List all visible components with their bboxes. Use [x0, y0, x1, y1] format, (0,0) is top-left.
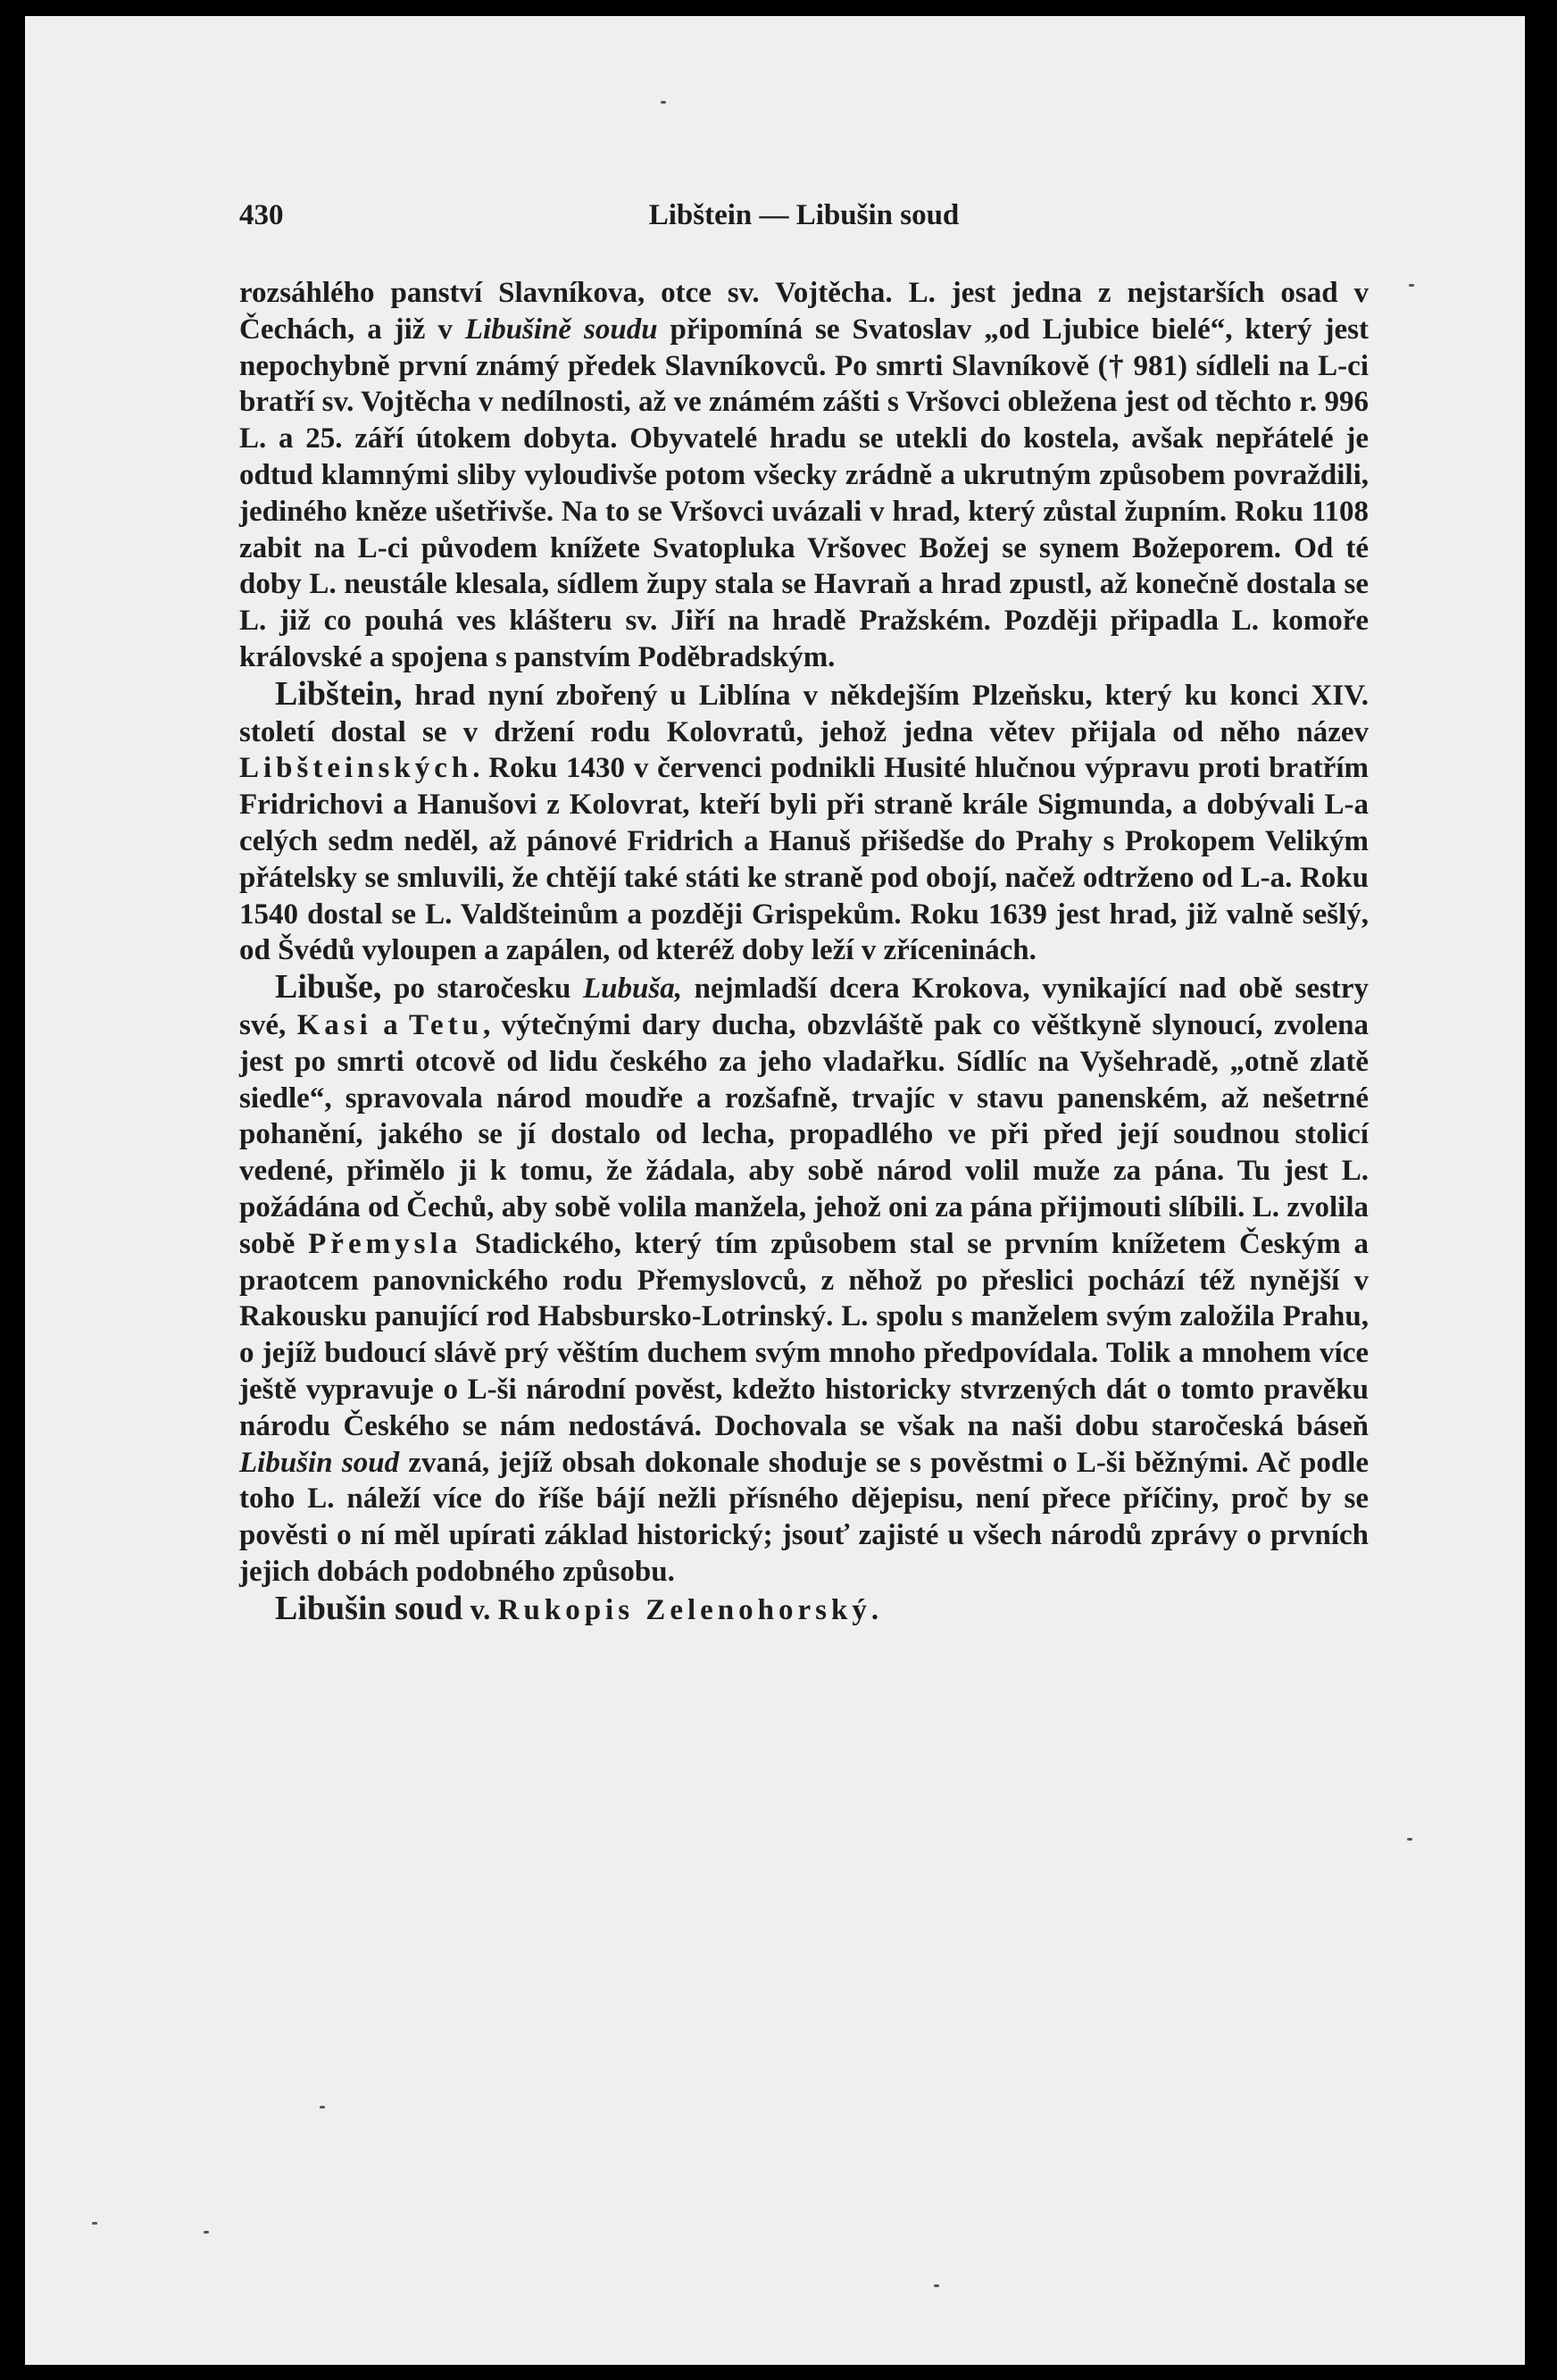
entry-libstein: Libštein, hrad nyní zbořený u Liblína v někdejším Plzeňsku, který ku konci XIV. století dostal se v držení rodu Kolovratů, jehož jedna větev přijala od něho název Libšteinských. Roku 1430 v červenci podnikli Husité hlučnou výpravu proti bratřím Fridrichovi a Hanušovi z Kolovrat, kteří byli při straně krále Sigmunda, a dobývali L-a celých sedm neděl, až pánové Fridrich a Hanuš přišedše do Prahy s Prokopem Velikým přátelsky se smluvili, že chtějí také státi ke straně pod obojí, načež odtrženo od L-a. Roku 1540 dostal se L. Valdšteinům a později Grispekům. Roku 1639 jest hrad, již valně sešlý, od Švédů vyloupen a zapálen, od kteréž doby leží v zříceninách. — [239, 674, 1369, 967]
entry-libuse: Libuše, po staročesku Lubuša, nejmladší dcera Krokova, vynikající nad obě sestry své, Kasi a Tetu, výtečnými dary ducha, obzvláště pak co věštkyně slynoucí, zvolena jest po smrti otcově od lidu českého za jeho vladařku. Sídlíc na Vyšehradě, „otně zlatě siedle“, spravovala národ moudře a rozšafně, trvajíc v stavu panenském, až nešetrné pohanění, jakého se jí dostalo od lecha, propadlého ve při před její soudnou stolicí vedené, přimělo ji k tomu, že žádala, aby sobě národ volil muže za pána. Tu jest L. požádána od Čechů, aby sobě volila manžela, jehož oni za pána přijmouti slíbili. L. zvolila sobě Přemysla Stadického, který tím způsobem stal se prvním knížetem Českým a praotcem panovnického rodu Přemyslovců, z něhož po přeslici pochází též nynější v Rakousku panující rod Habsbursko-Lotrinský. L. spolu s manželem svým založila Prahu, o jejíž budoucí slávě prý věštím duchem svým mnoho předpovídala. Tolik a mnohem více ještě vypravuje o L-ši národní pověst, kdežto historicky stvrzených dát o tomto pravěku národu Českého se nám nedostává. Dochovala se však na naši dobu staročeská báseň Libušin soud zvaná, jejíž obsah dokonale shoduje se s pověstmi o L-ši běžnými. Ač podle toho L. náleží více do říše bájí nežli přísného dějepisu, není přece příčiny, proč by se pověsti o ní měl upírati základ historický; jsouť zajisté u všech národů zprávy o prvních jejich dobách podobného způsobu. — [239, 968, 1370, 1588]
scan-speck — [934, 2284, 939, 2287]
book-page — [25, 16, 1525, 2365]
headword: Libušin soud — [275, 1589, 463, 1627]
page-header — [239, 199, 1369, 238]
entry-libice-continuation: rozsáhlého panství Slavníkova, otce sv. Vojtěcha. L. jest jedna z nejstarších osad v Čechách, a již v Libušině soudu připomíná se Svatoslav „od Ljubice bielé“, který jest nepochybně první známý předek Slavníkovců. Po smrti Slavníkově († 981) sídleli na L-ci bratří sv. Vojtěcha v nedílnosti, až ve známém zášti s Vršovci obležena jest od těchto r. 996 L. a 25. září útokem dobyta. Obyvatelé hradu se utekli do kostela, avšak nepřátelé je odtud klamnými sliby vyloudivše potom všecky zrádně a ukrutným způsobem povraždili, jediného kněze ušetřivše. Na to se Vršovci uvázali v hrad, který zůstal župním. Roku 1108 zabit na L-ci původem knížete Svatopluka Vršovec Božej se synem Božeporem. Od té doby L. neustále klesala, sídlem župy stala se Havraň a hrad zpustl, až konečně dostala se L. již co pouhá ves klášteru sv. Jiří na hradě Pražském. Později připadla L. komoře královské a spojena s panstvím Poděbradským. — [239, 277, 1369, 673]
page-number: 430 — [239, 199, 284, 231]
spaced-name: Rukopis Zelenohorský — [497, 1593, 871, 1626]
running-title: Libštein — Libušin soud — [648, 199, 960, 231]
body-text — [239, 275, 1369, 1628]
headword: Libštein, — [275, 674, 403, 713]
scan-speck — [320, 2106, 325, 2109]
scan-speck — [204, 2231, 209, 2234]
spaced-name: Kasi — [296, 1008, 372, 1041]
scan-speck — [92, 2222, 97, 2225]
entry-libusin-soud: Libušin soud v. Rukopis Zelenohorský. — [275, 1589, 879, 1627]
scan-speck — [1407, 1838, 1412, 1841]
spaced-name: Přemysla — [308, 1227, 462, 1260]
italic-title: Libušin soud — [239, 1446, 400, 1479]
scan-speck — [1409, 284, 1414, 287]
spaced-name: Libšteinských — [239, 752, 473, 785]
spaced-name: Tetu — [408, 1008, 483, 1041]
scan-speck — [661, 101, 666, 104]
italic-title: Libušině soudu — [464, 313, 658, 346]
italic-name: Lubuša, — [583, 973, 682, 1006]
headword: Libuše, — [275, 968, 382, 1006]
